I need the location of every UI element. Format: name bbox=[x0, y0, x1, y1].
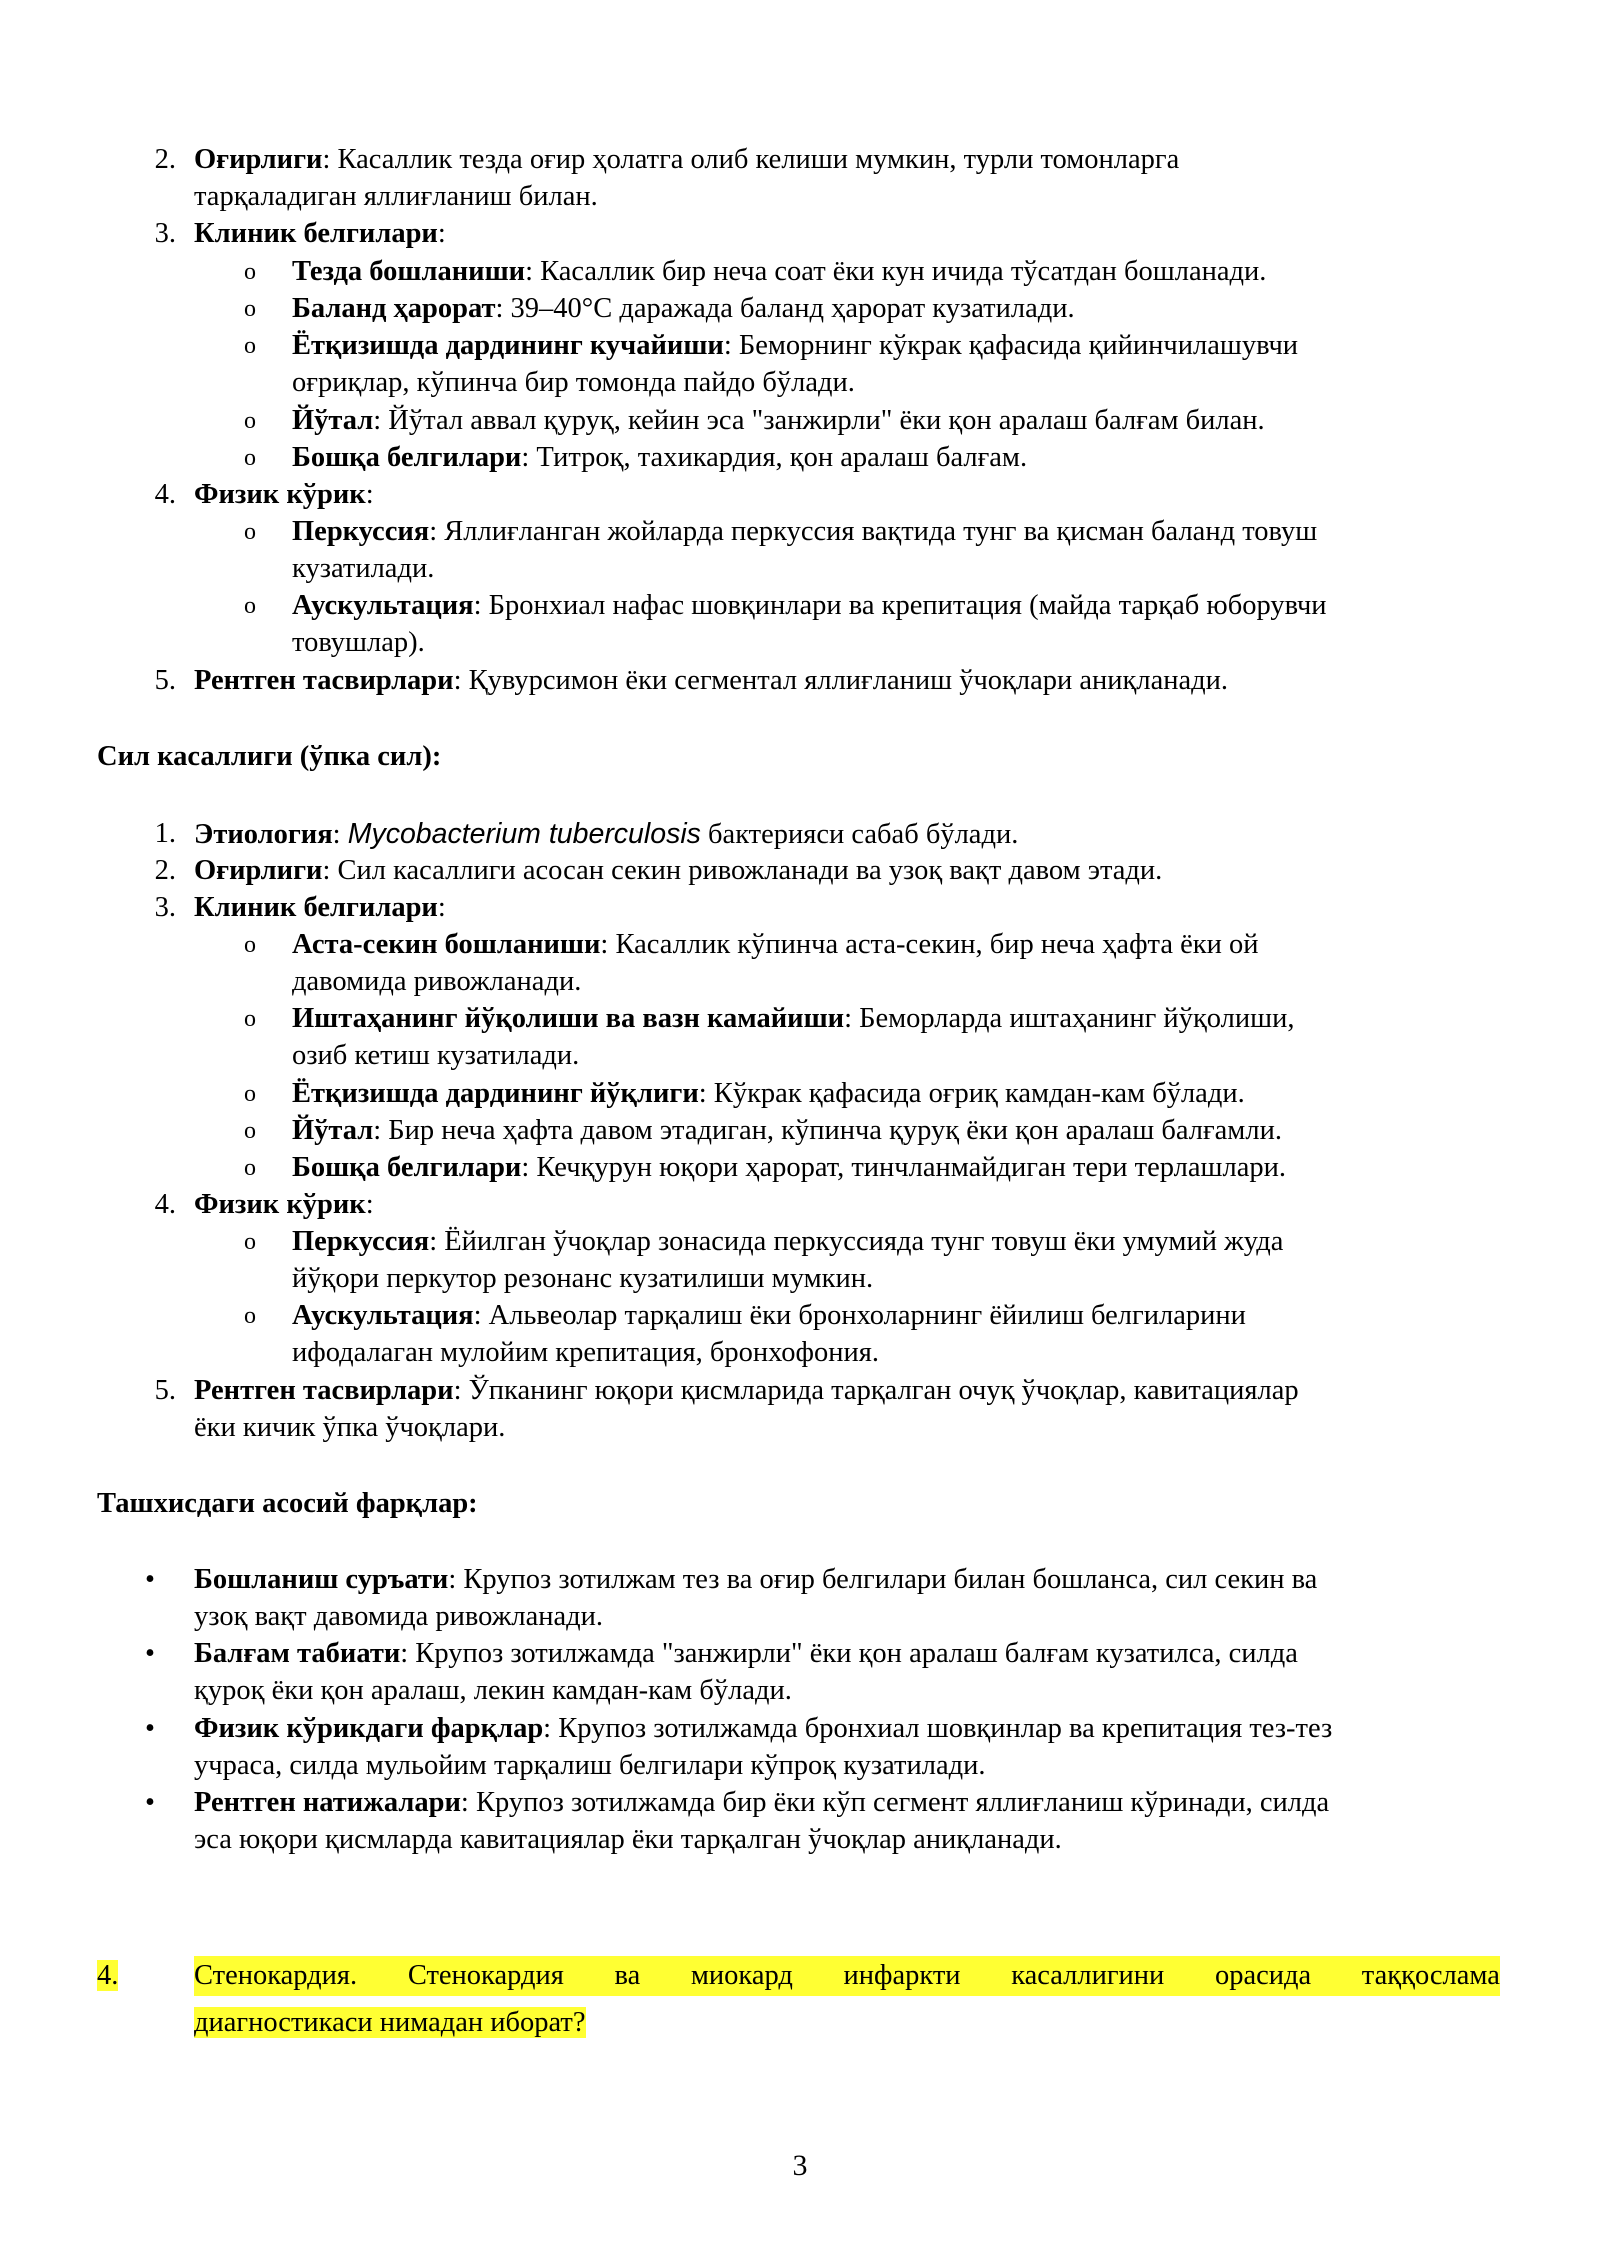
sub-item-title: Бошқа белгилари bbox=[292, 1152, 522, 1183]
question-word: миокард bbox=[690, 1960, 793, 1991]
item-title: Физик кўрик bbox=[194, 1189, 366, 1220]
bullet-dot: • bbox=[145, 1638, 155, 1669]
sub-bullet: o bbox=[244, 333, 256, 359]
item-title: Оғирлиги bbox=[194, 144, 323, 175]
sub-item bbox=[292, 440, 1027, 476]
sub-bullet: o bbox=[244, 296, 256, 322]
item-text: : Крупоз зотилжамда бронхиал шовқинлар ва крепитация тез-тез bbox=[543, 1713, 1333, 1744]
list-item bbox=[194, 890, 446, 926]
sub-bullet: o bbox=[244, 1081, 256, 1107]
bullet-item bbox=[194, 1711, 1332, 1747]
item-text: бактерияси сабаб бўлади. bbox=[700, 819, 1019, 850]
item-title: Физик кўрикдаги фарқлар bbox=[194, 1713, 544, 1744]
bullet-item bbox=[194, 1562, 1317, 1598]
sub-item-text: : Ёйилган ўчоқлар зонасида перкуссияда тунг товуш ёки умумий жуда bbox=[429, 1226, 1284, 1257]
list-number: 1. bbox=[154, 818, 176, 849]
sub-item-continuation: давомида ривожланади. bbox=[292, 966, 582, 997]
item-text: : Крупоз зотилжамда "занжирли" ёки қон аралаш балғам кузатилса, силда bbox=[400, 1638, 1298, 1669]
item-text: : bbox=[365, 1189, 374, 1220]
sub-item bbox=[292, 1076, 1245, 1112]
item-text: : bbox=[332, 819, 348, 850]
item-title: Балғам табиати bbox=[194, 1638, 401, 1669]
list-item bbox=[194, 1187, 374, 1223]
sub-item-title: Перкуссия bbox=[292, 1226, 430, 1257]
item-title: Клиник белгилари bbox=[194, 892, 438, 923]
sub-item-title: Аускультация bbox=[292, 1300, 474, 1331]
item-title: Рентген тасвирлари bbox=[194, 1375, 454, 1406]
item-title: Рентген натижалари bbox=[194, 1787, 461, 1818]
question-number-text: 4. bbox=[97, 1960, 119, 1991]
sub-bullet: o bbox=[244, 1303, 256, 1329]
list-item bbox=[194, 816, 1018, 853]
sub-item-text: : 39–40°C даражада баланд ҳарорат кузатилади. bbox=[495, 293, 1075, 324]
latin-species-name: Mycobacterium tuberculosis bbox=[347, 818, 701, 850]
sub-bullet: o bbox=[244, 1118, 256, 1144]
list-item bbox=[194, 663, 1228, 699]
page-number: 3 bbox=[792, 2149, 808, 2182]
sub-item-continuation: кузатилади. bbox=[292, 553, 435, 584]
sub-item-text: : Касаллик кўпинча аста-секин, бир неча ҳафта ёки ой bbox=[600, 929, 1259, 960]
sub-bullet: o bbox=[244, 1229, 256, 1255]
sub-item-text: : Альвеолар тарқалиш ёки бронхоларнинг ёйилиш белгиларини bbox=[473, 1300, 1246, 1331]
sub-item bbox=[292, 927, 1259, 963]
sub-bullet: o bbox=[244, 259, 256, 285]
sub-item-text: : Бронхиал нафас шовқинлари ва крепитация (майда тарқаб юборувчи bbox=[473, 590, 1327, 621]
list-number: 2. bbox=[154, 144, 176, 175]
question-word: ва bbox=[614, 1960, 641, 1991]
bullet-item-continuation: эса юқори қисмларда кавитациялар ёки тарқалган ўчоқлар аниқланади. bbox=[194, 1824, 1062, 1855]
sub-item-text: : Кечқурун юқори ҳарорат, тинчланмайдиган тери терлашлари. bbox=[521, 1152, 1286, 1183]
sub-item-title: Тезда бошланиши bbox=[292, 256, 526, 287]
list-number: 5. bbox=[154, 665, 176, 696]
sub-item-text: : Бир неча ҳафта давом этадиган, кўпинча қуруқ ёки қон аралаш балғамли. bbox=[373, 1115, 1282, 1146]
sub-item-title: Аста-секин бошланиши bbox=[292, 929, 601, 960]
sub-item bbox=[292, 403, 1265, 439]
item-title: Рентген тасвирлари bbox=[194, 665, 454, 696]
bullet-item-continuation: узоқ вақт давомида ривожланади. bbox=[194, 1601, 604, 1632]
item-text: : Сил касаллиги асосан секин ривожланади ва узоқ вақт давом этади. bbox=[322, 855, 1163, 886]
list-item bbox=[194, 477, 374, 513]
sub-item-title: Иштаҳанинг йўқолиши ва вазн камайиши bbox=[292, 1003, 845, 1034]
bullet-item-continuation: қуроқ ёки қон аралаш, лекин камдан-кам бўлади. bbox=[194, 1675, 792, 1706]
question-word: касаллигини bbox=[1011, 1960, 1165, 1991]
sub-item-title: Ётқизишда дардининг йўқлиги bbox=[292, 1078, 699, 1109]
item-text: : Қувурсимон ёки сегментал яллиғланиш ўчоқлари аниқланади. bbox=[453, 665, 1229, 696]
sub-item-title: Йўтал bbox=[292, 405, 374, 436]
list-number: 4. bbox=[154, 1189, 176, 1220]
sub-item-text: : Кўкрак қафасида оғриқ камдан-кам бўлади. bbox=[698, 1078, 1245, 1109]
bullet-item bbox=[194, 1636, 1298, 1672]
list-number: 3. bbox=[154, 218, 176, 249]
item-title: Клиник белгилари bbox=[194, 218, 438, 249]
sub-item-text: : Титроқ, тахикардия, қон аралаш балғам. bbox=[521, 442, 1028, 473]
sub-bullet: o bbox=[244, 932, 256, 958]
question-line-2 bbox=[194, 2003, 586, 2043]
sub-item bbox=[292, 1113, 1282, 1149]
sub-item bbox=[292, 514, 1317, 550]
item-text: : Крупоз зотилжам тез ва оғир белгилари билан бошланса, сил секин ва bbox=[448, 1564, 1318, 1595]
sub-item-text: : Йўтал аввал қуруқ, кейин эса "занжирли" ёки қон аралаш балғам билан. bbox=[373, 405, 1265, 436]
list-number: 5. bbox=[154, 1375, 176, 1406]
sub-item bbox=[292, 1224, 1283, 1260]
list-item bbox=[194, 142, 1179, 178]
item-title: Физик кўрик bbox=[194, 479, 366, 510]
sub-bullet: o bbox=[244, 1155, 256, 1181]
list-item bbox=[194, 1373, 1299, 1409]
item-title: Оғирлиги bbox=[194, 855, 323, 886]
item-text: : Касаллик тезда оғир ҳолатга олиб келиши мумкин, турли томонларга bbox=[322, 144, 1180, 175]
sub-bullet: o bbox=[244, 519, 256, 545]
sub-item-title: Баланд ҳарорат bbox=[292, 293, 496, 324]
sub-item bbox=[292, 1150, 1286, 1186]
list-number: 3. bbox=[154, 892, 176, 923]
bullet-item-continuation: учраса, силда мульойим тарқалиш белгилари кўпроқ кузатилади. bbox=[194, 1750, 986, 1781]
sub-item bbox=[292, 588, 1327, 624]
sub-bullet: o bbox=[244, 593, 256, 619]
question-line-2-text: диагностикаси нимадан иборат? bbox=[194, 2007, 586, 2038]
item-text: : bbox=[437, 218, 446, 249]
sub-item-title: Перкуссия bbox=[292, 516, 430, 547]
list-item-continuation: ёки кичик ўпка ўчоқлари. bbox=[194, 1412, 506, 1443]
bullet-dot: • bbox=[145, 1787, 155, 1818]
list-item bbox=[194, 853, 1162, 889]
item-text: : bbox=[437, 892, 446, 923]
sub-item bbox=[292, 328, 1298, 364]
sub-item-continuation: йўқори перкутор резонанс кузатилиши мумкин. bbox=[292, 1263, 874, 1294]
sub-item-text: : Касаллик бир неча соат ёки кун ичида тўсатдан бошланади. bbox=[525, 256, 1267, 287]
sub-item bbox=[292, 254, 1266, 290]
sub-item-title: Ётқизишда дардининг кучайиши bbox=[292, 330, 724, 361]
sub-item-title: Бошқа белгилари bbox=[292, 442, 522, 473]
sub-item bbox=[292, 1001, 1294, 1037]
sub-item bbox=[292, 291, 1075, 327]
section-heading-differences: Ташхисдаги асосий фарқлар: bbox=[97, 1488, 478, 1519]
sub-item-text: : Беморларда иштаҳанинг йўқолиши, bbox=[844, 1003, 1295, 1034]
question-line-1 bbox=[194, 1956, 1500, 1996]
bullet-dot: • bbox=[145, 1713, 155, 1744]
list-item-continuation: тарқаладиган яллиғланиш билан. bbox=[194, 181, 598, 212]
sub-item-continuation: оғриқлар, кўпинча бир томонда пайдо бўлади. bbox=[292, 367, 855, 398]
sub-item bbox=[292, 1298, 1246, 1334]
sub-item-title: Йўтал bbox=[292, 1115, 374, 1146]
sub-item-text: : Беморнинг кўкрак қафасида қийинчилашувчи bbox=[723, 330, 1299, 361]
question-word: инфаркти bbox=[843, 1960, 961, 1991]
sub-item-continuation: ифодалаган мулойим крепитация, бронхофония. bbox=[292, 1337, 879, 1368]
bullet-item bbox=[194, 1785, 1329, 1821]
sub-item-continuation: товушлар). bbox=[292, 627, 425, 658]
item-text: : Ўпканинг юқори қисмларида тарқалган очуқ ўчоқлар, кавитациялар bbox=[453, 1375, 1299, 1406]
sub-bullet: o bbox=[244, 1006, 256, 1032]
question-word: Стенокардия bbox=[407, 1960, 564, 1991]
question-word: орасида bbox=[1214, 1960, 1312, 1991]
sub-item-text: : Яллиғланган жойларда перкуссия вақтида тунг ва қисман баланд товуш bbox=[429, 516, 1318, 547]
list-item bbox=[194, 216, 446, 252]
sub-item-title: Аускультация bbox=[292, 590, 474, 621]
item-title: Бошланиш суръати bbox=[194, 1564, 449, 1595]
section-heading-tb: Сил касаллиги (ўпка сил): bbox=[97, 741, 442, 772]
list-number: 2. bbox=[154, 855, 176, 886]
list-number: 4. bbox=[154, 479, 176, 510]
sub-bullet: o bbox=[244, 408, 256, 434]
item-text: : bbox=[365, 479, 374, 510]
question-word: таққослама bbox=[1361, 1960, 1500, 1991]
question-word: Стенокардия. bbox=[194, 1960, 358, 1991]
item-title: Этиология bbox=[194, 819, 333, 850]
bullet-dot: • bbox=[145, 1564, 155, 1595]
sub-bullet: o bbox=[244, 445, 256, 471]
item-text: : Крупоз зотилжамда бир ёки кўп сегмент яллиғланиш кўринади, силда bbox=[460, 1787, 1330, 1818]
question-number bbox=[97, 1956, 118, 1996]
sub-item-continuation: озиб кетиш кузатилади. bbox=[292, 1040, 580, 1071]
